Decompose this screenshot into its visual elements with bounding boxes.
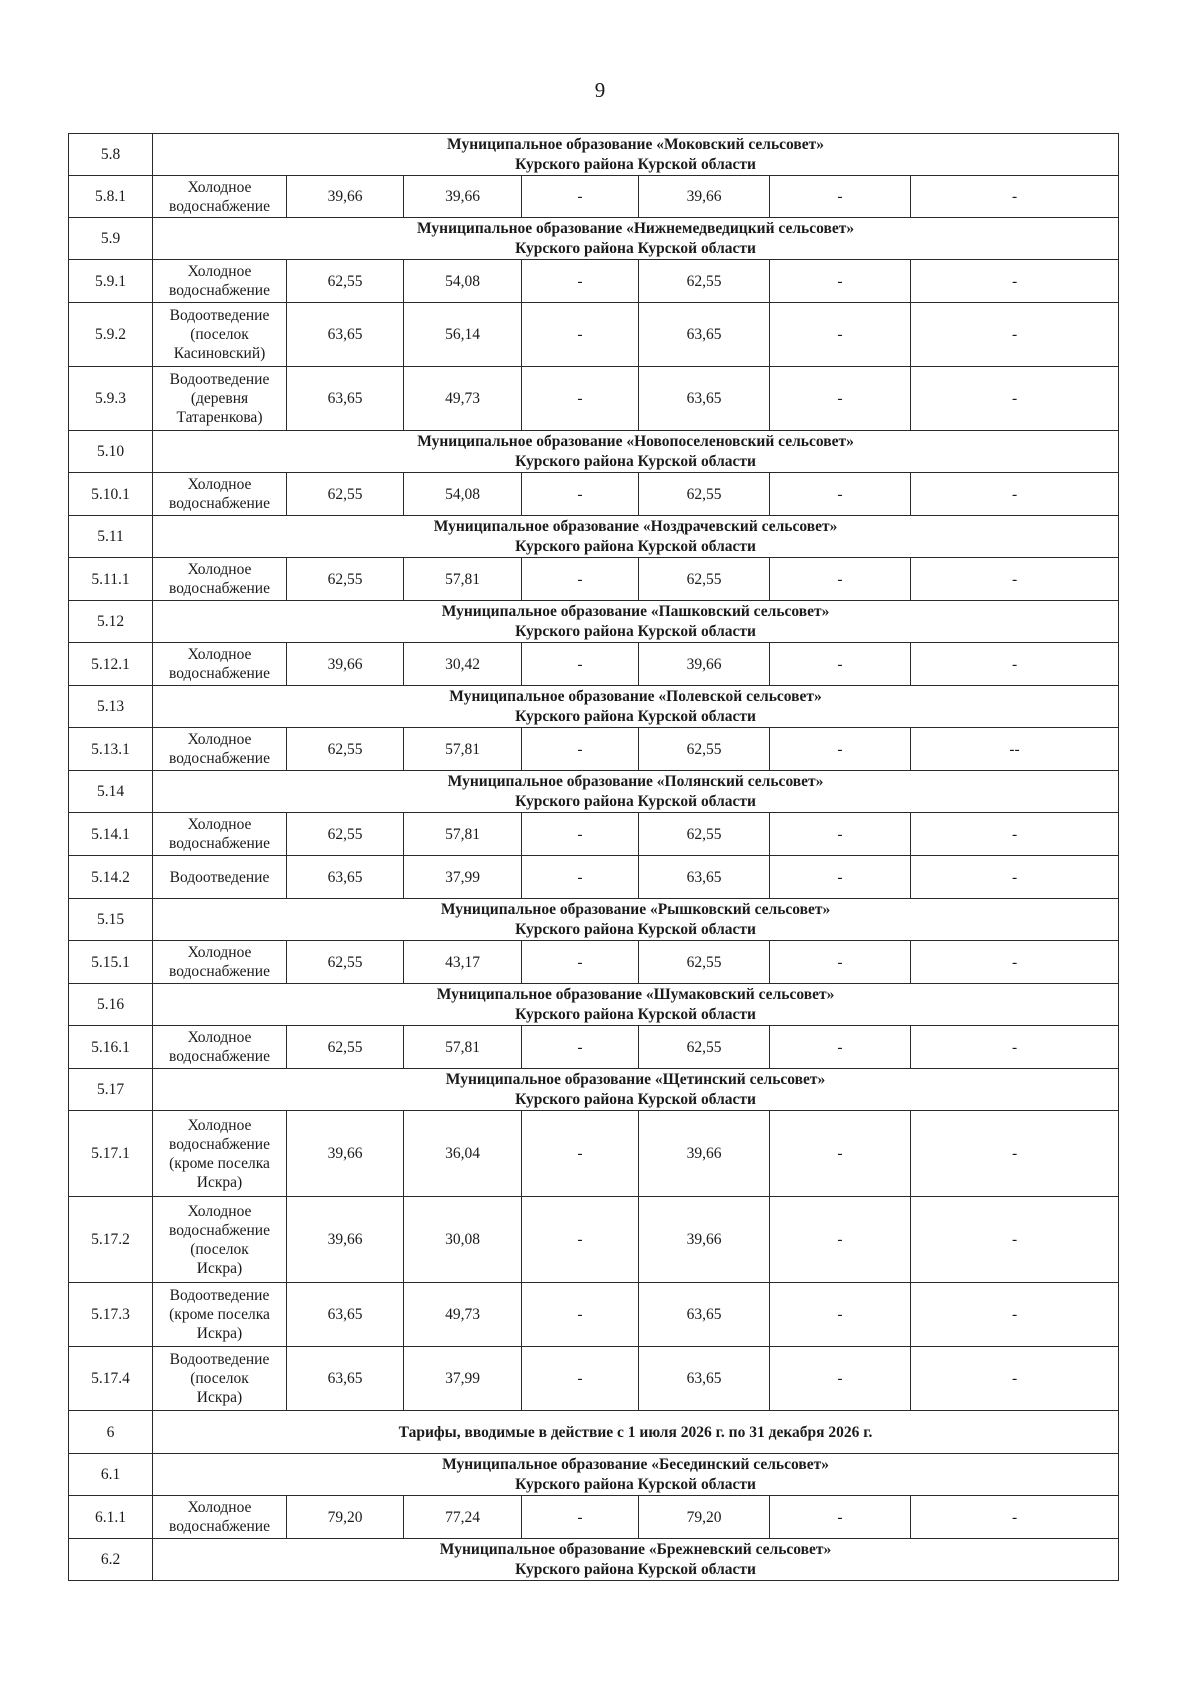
tariff-value: 39,66 xyxy=(639,176,770,218)
tariff-value: - xyxy=(911,260,1119,303)
tariff-value: - xyxy=(770,558,911,601)
tariff-value: 39,66 xyxy=(287,1111,404,1197)
service-name-line: Холодное xyxy=(187,646,252,663)
tariff-value: - xyxy=(522,643,639,686)
service-name-line: Водоотведение xyxy=(169,307,270,324)
tariff-value: - xyxy=(770,367,911,431)
row-number: 5.16.1 xyxy=(69,1026,153,1069)
service-name-line: водоснабжение xyxy=(169,1518,270,1535)
municipality-region: Курского района Курской области xyxy=(515,239,756,257)
tariff-row xyxy=(69,1111,1119,1197)
service-name xyxy=(153,1496,287,1539)
service-name-line: Водоотведение xyxy=(169,371,270,388)
service-name-line: Искра) xyxy=(196,1173,243,1191)
tariff-value: - xyxy=(911,1496,1119,1539)
row-number: 6.1.1 xyxy=(69,1496,153,1539)
tariff-value: 62,55 xyxy=(639,1026,770,1069)
tariff-value: - xyxy=(522,1026,639,1069)
service-name-line: Холодное xyxy=(187,944,252,961)
tariff-value: - xyxy=(770,1347,911,1411)
municipality-region: Курского района Курской области xyxy=(515,452,756,470)
tariff-row xyxy=(69,1283,1119,1347)
municipality-header-row xyxy=(69,218,1119,260)
service-name xyxy=(153,260,287,303)
tariff-value: 57,81 xyxy=(404,813,522,856)
tariff-value: - xyxy=(522,856,639,899)
municipality-region: Курского района Курской области xyxy=(515,622,756,640)
service-name-line: водоснабжение xyxy=(169,197,270,215)
service-name-line: Водоотведение xyxy=(169,1287,270,1304)
municipality-header-row xyxy=(69,134,1119,176)
service-name xyxy=(153,1111,287,1197)
municipality-header-row xyxy=(69,984,1119,1026)
tariff-value: 36,04 xyxy=(404,1111,522,1197)
row-number: 5.17.4 xyxy=(69,1347,153,1411)
service-name-line: водоснабжение xyxy=(169,750,270,767)
row-number: 6 xyxy=(69,1411,153,1454)
tariff-value: 62,55 xyxy=(639,728,770,771)
period-header-row xyxy=(69,1411,1119,1454)
municipality-header-row xyxy=(69,771,1119,813)
service-name-line: (кроме поселка xyxy=(169,1306,270,1323)
tariff-value: - xyxy=(911,1197,1119,1283)
tariff-value: 62,55 xyxy=(287,813,404,856)
tariff-value: - xyxy=(911,1026,1119,1069)
row-number: 5.11 xyxy=(69,516,153,558)
row-number: 5.17.1 xyxy=(69,1111,153,1197)
service-name xyxy=(153,856,287,899)
service-name xyxy=(153,473,287,516)
service-name-line: водоснабжение xyxy=(169,282,270,299)
tariff-value: 62,55 xyxy=(639,941,770,984)
service-name-line: Искра) xyxy=(196,1325,243,1342)
tariff-value: 39,66 xyxy=(404,176,522,218)
tariff-value: - xyxy=(522,1496,639,1539)
tariff-value: 39,66 xyxy=(639,1197,770,1283)
tariff-value: - xyxy=(770,303,911,367)
municipality-header-row xyxy=(69,1539,1119,1581)
service-name-line: (деревня xyxy=(190,390,249,407)
tariff-value: 79,20 xyxy=(639,1496,770,1539)
service-name-line: Холодное xyxy=(187,816,252,833)
tariff-row xyxy=(69,1347,1119,1411)
tariff-value: 57,81 xyxy=(404,1026,522,1069)
tariff-value: - xyxy=(911,856,1119,899)
tariff-value: 63,65 xyxy=(639,1283,770,1347)
tariff-row xyxy=(69,856,1119,899)
service-name-line: Касиновский) xyxy=(173,345,266,362)
tariff-value: - xyxy=(770,473,911,516)
tariff-value: 39,66 xyxy=(639,643,770,686)
tariff-row xyxy=(69,260,1119,303)
service-name-line: Холодное xyxy=(187,178,252,196)
municipality-region: Курского района Курской области xyxy=(515,920,756,938)
municipality-region: Курского района Курской области xyxy=(515,1560,756,1578)
service-name-line: водоснабжение xyxy=(169,665,270,682)
service-name-line: Искра) xyxy=(196,1259,243,1277)
tariff-value: 63,65 xyxy=(639,1347,770,1411)
municipality-name: Муниципальное образование «Щетинский сельсовет» xyxy=(445,1070,826,1088)
service-name xyxy=(153,1283,287,1347)
tariff-value: 62,55 xyxy=(287,260,404,303)
row-number: 6.1 xyxy=(69,1454,153,1496)
row-number: 5.14.2 xyxy=(69,856,153,899)
row-number: 5.15 xyxy=(69,899,153,941)
service-name xyxy=(153,1026,287,1069)
service-name-line: Водоотведение xyxy=(169,868,270,886)
tariff-value: 63,65 xyxy=(639,856,770,899)
municipality-header-row xyxy=(69,686,1119,728)
tariff-table xyxy=(68,133,1119,1581)
tariff-row xyxy=(69,728,1119,771)
service-name-line: Холодное xyxy=(187,1116,252,1134)
tariff-value: - xyxy=(522,303,639,367)
tariff-value: 63,65 xyxy=(287,303,404,367)
municipality-title xyxy=(153,899,1119,941)
service-name-line: водоснабжение xyxy=(169,963,270,980)
service-name xyxy=(153,728,287,771)
municipality-name: Муниципальное образование «Моковский сельсовет» xyxy=(447,135,825,153)
tariff-value: - xyxy=(522,1111,639,1197)
tariff-value: 63,65 xyxy=(287,1283,404,1347)
service-name-line: (кроме поселка xyxy=(169,1154,270,1172)
row-number: 5.14 xyxy=(69,771,153,813)
tariff-value: 54,08 xyxy=(404,473,522,516)
tariff-row xyxy=(69,643,1119,686)
tariff-value: - xyxy=(770,728,911,771)
municipality-title xyxy=(153,1454,1119,1496)
municipality-title xyxy=(153,516,1119,558)
tariff-row xyxy=(69,176,1119,218)
municipality-region: Курского района Курской области xyxy=(515,1475,756,1493)
municipality-region: Курского района Курской области xyxy=(515,1005,756,1023)
service-name-line: Холодное xyxy=(187,263,252,280)
service-name-line: Холодное xyxy=(187,1499,252,1516)
row-number: 5.8 xyxy=(69,134,153,176)
period-title: Тарифы, вводимые в действие с 1 июля 2026 г. по 31 декабря 2026 г. xyxy=(153,1411,1119,1454)
tariff-row xyxy=(69,1496,1119,1539)
row-number: 5.12.1 xyxy=(69,643,153,686)
tariff-row xyxy=(69,1197,1119,1283)
municipality-title xyxy=(153,134,1119,176)
tariff-value: - xyxy=(770,1111,911,1197)
row-number: 5.10.1 xyxy=(69,473,153,516)
municipality-name: Муниципальное образование «Полянский сельсовет» xyxy=(447,772,824,790)
municipality-name: Муниципальное образование «Новопоселеновский сельсовет» xyxy=(417,432,854,450)
municipality-region: Курского района Курской области xyxy=(515,155,756,173)
municipality-title xyxy=(153,686,1119,728)
tariff-value: 39,66 xyxy=(639,1111,770,1197)
municipality-title xyxy=(153,1069,1119,1111)
service-name-line: Холодное xyxy=(187,1029,252,1046)
tariff-value: - xyxy=(911,813,1119,856)
row-number: 5.9.1 xyxy=(69,260,153,303)
municipality-name: Муниципальное образование «Ноздрачевский сельсовет» xyxy=(433,517,838,535)
row-number: 5.9 xyxy=(69,218,153,260)
tariff-value: 54,08 xyxy=(404,260,522,303)
tariff-value: - xyxy=(770,1197,911,1283)
tariff-value: - xyxy=(522,473,639,516)
tariff-value: - xyxy=(522,1347,639,1411)
tariff-value: - xyxy=(522,941,639,984)
tariff-row xyxy=(69,303,1119,367)
service-name-line: (поселок xyxy=(190,326,249,343)
tariff-value: - xyxy=(770,260,911,303)
municipality-header-row xyxy=(69,431,1119,473)
tariff-row xyxy=(69,941,1119,984)
row-number: 6.2 xyxy=(69,1539,153,1581)
row-number: 5.17.3 xyxy=(69,1283,153,1347)
service-name xyxy=(153,558,287,601)
tariff-row xyxy=(69,1026,1119,1069)
tariff-value: 62,55 xyxy=(639,813,770,856)
municipality-name: Муниципальное образование «Полевской сельсовет» xyxy=(449,687,822,705)
service-name-line: Холодное xyxy=(187,731,252,748)
service-name-line: водоснабжение xyxy=(169,1135,270,1153)
tariff-value: - xyxy=(770,1026,911,1069)
tariff-value: 62,55 xyxy=(287,941,404,984)
row-number: 5.8.1 xyxy=(69,176,153,218)
municipality-header-row xyxy=(69,1454,1119,1496)
tariff-value: - xyxy=(522,176,639,218)
municipality-region: Курского района Курской области xyxy=(515,1090,756,1108)
tariff-value: 37,99 xyxy=(404,856,522,899)
tariff-value: 43,17 xyxy=(404,941,522,984)
municipality-name: Муниципальное образование «Шумаковский сельсовет» xyxy=(436,985,835,1003)
municipality-name: Муниципальное образование «Брежневский сельсовет» xyxy=(439,1540,832,1558)
tariff-value: - xyxy=(911,941,1119,984)
tariff-value: 63,65 xyxy=(287,856,404,899)
municipality-title xyxy=(153,218,1119,260)
tariff-value: - xyxy=(911,473,1119,516)
service-name-line: Водоотведение xyxy=(169,1351,270,1368)
municipality-header-row xyxy=(69,601,1119,643)
row-number: 5.10 xyxy=(69,431,153,473)
service-name-line: (поселок xyxy=(190,1370,249,1387)
tariff-value: 62,55 xyxy=(287,473,404,516)
tariff-value: 39,66 xyxy=(287,176,404,218)
service-name-line: водоснабжение xyxy=(169,835,270,852)
tariff-value: 63,65 xyxy=(287,367,404,431)
service-name-line: Холодное xyxy=(187,476,252,493)
tariff-value: -- xyxy=(911,728,1119,771)
tariff-value: 63,65 xyxy=(287,1347,404,1411)
municipality-title xyxy=(153,984,1119,1026)
tariff-value: - xyxy=(770,813,911,856)
service-name-line: (поселок xyxy=(190,1240,249,1258)
service-name-line: водоснабжение xyxy=(169,1048,270,1065)
tariff-value: 79,20 xyxy=(287,1496,404,1539)
service-name-line: водоснабжение xyxy=(169,495,270,512)
tariff-value: - xyxy=(911,1111,1119,1197)
tariff-value: 49,73 xyxy=(404,1283,522,1347)
service-name xyxy=(153,303,287,367)
tariff-value: - xyxy=(522,260,639,303)
municipality-header-row xyxy=(69,899,1119,941)
tariff-value: - xyxy=(770,856,911,899)
tariff-value: - xyxy=(522,1197,639,1283)
tariff-value: - xyxy=(911,176,1119,218)
tariff-row xyxy=(69,367,1119,431)
municipality-title xyxy=(153,601,1119,643)
row-number: 5.16 xyxy=(69,984,153,1026)
service-name-line: водоснабжение xyxy=(169,580,270,597)
page-number: 9 xyxy=(594,78,606,102)
service-name xyxy=(153,176,287,218)
row-number: 5.14.1 xyxy=(69,813,153,856)
tariff-row xyxy=(69,473,1119,516)
tariff-value: 62,55 xyxy=(639,473,770,516)
municipality-title xyxy=(153,1539,1119,1581)
service-name-line: Холодное xyxy=(187,561,252,578)
service-name-line: Татаренкова) xyxy=(176,409,263,426)
municipality-region: Курского района Курской области xyxy=(515,707,756,725)
row-number: 5.9.3 xyxy=(69,367,153,431)
municipality-region: Курского района Курской области xyxy=(515,792,756,810)
municipality-name: Муниципальное образование «Нижнемедведицкий сельсовет» xyxy=(416,219,855,237)
tariff-value: - xyxy=(911,643,1119,686)
service-name-line: Холодное xyxy=(187,1202,252,1220)
service-name xyxy=(153,1197,287,1283)
tariff-value: 57,81 xyxy=(404,728,522,771)
row-number: 5.12 xyxy=(69,601,153,643)
tariff-value: 77,24 xyxy=(404,1496,522,1539)
row-number: 5.11.1 xyxy=(69,558,153,601)
municipality-title xyxy=(153,771,1119,813)
tariff-value: - xyxy=(522,1283,639,1347)
tariff-value: - xyxy=(770,1496,911,1539)
tariff-value: - xyxy=(911,1347,1119,1411)
service-name xyxy=(153,367,287,431)
tariff-value: 62,55 xyxy=(639,558,770,601)
tariff-value: - xyxy=(911,558,1119,601)
row-number: 5.13 xyxy=(69,686,153,728)
tariff-value: - xyxy=(911,367,1119,431)
tariff-value: 30,42 xyxy=(404,643,522,686)
tariff-value: - xyxy=(770,1283,911,1347)
municipality-name: Муниципальное образование «Рышковский сельсовет» xyxy=(440,900,831,918)
tariff-value: 62,55 xyxy=(287,1026,404,1069)
tariff-value: 62,55 xyxy=(287,558,404,601)
municipality-title xyxy=(153,431,1119,473)
tariff-row xyxy=(69,558,1119,601)
row-number: 5.17 xyxy=(69,1069,153,1111)
tariff-value: - xyxy=(911,1283,1119,1347)
tariff-row xyxy=(69,813,1119,856)
municipality-name: Муниципальное образование «Бесединский сельсовет» xyxy=(442,1455,829,1473)
row-number: 5.9.2 xyxy=(69,303,153,367)
tariff-value: - xyxy=(770,176,911,218)
tariff-value: 62,55 xyxy=(287,728,404,771)
tariff-value: - xyxy=(522,558,639,601)
tariff-value: 63,65 xyxy=(639,303,770,367)
tariff-value: 57,81 xyxy=(404,558,522,601)
row-number: 5.15.1 xyxy=(69,941,153,984)
tariff-value: 49,73 xyxy=(404,367,522,431)
tariff-value: 62,55 xyxy=(639,260,770,303)
tariff-value: - xyxy=(522,367,639,431)
municipality-region: Курского района Курской области xyxy=(515,537,756,555)
service-name xyxy=(153,643,287,686)
service-name xyxy=(153,813,287,856)
service-name xyxy=(153,941,287,984)
service-name xyxy=(153,1347,287,1411)
tariff-value: 56,14 xyxy=(404,303,522,367)
municipality-header-row xyxy=(69,1069,1119,1111)
tariff-value: 30,08 xyxy=(404,1197,522,1283)
row-number: 5.13.1 xyxy=(69,728,153,771)
service-name-line: водоснабжение xyxy=(169,1221,270,1239)
municipality-name: Муниципальное образование «Пашковский сельсовет» xyxy=(441,602,830,620)
tariff-value: 37,99 xyxy=(404,1347,522,1411)
service-name-line: Искра) xyxy=(196,1389,243,1406)
municipality-header-row xyxy=(69,516,1119,558)
tariff-value: 39,66 xyxy=(287,1197,404,1283)
row-number: 5.17.2 xyxy=(69,1197,153,1283)
tariff-value: - xyxy=(522,728,639,771)
tariff-value: 63,65 xyxy=(639,367,770,431)
tariff-value: - xyxy=(911,303,1119,367)
tariff-value: - xyxy=(522,813,639,856)
tariff-value: - xyxy=(770,643,911,686)
tariff-value: - xyxy=(770,941,911,984)
tariff-value: 39,66 xyxy=(287,643,404,686)
